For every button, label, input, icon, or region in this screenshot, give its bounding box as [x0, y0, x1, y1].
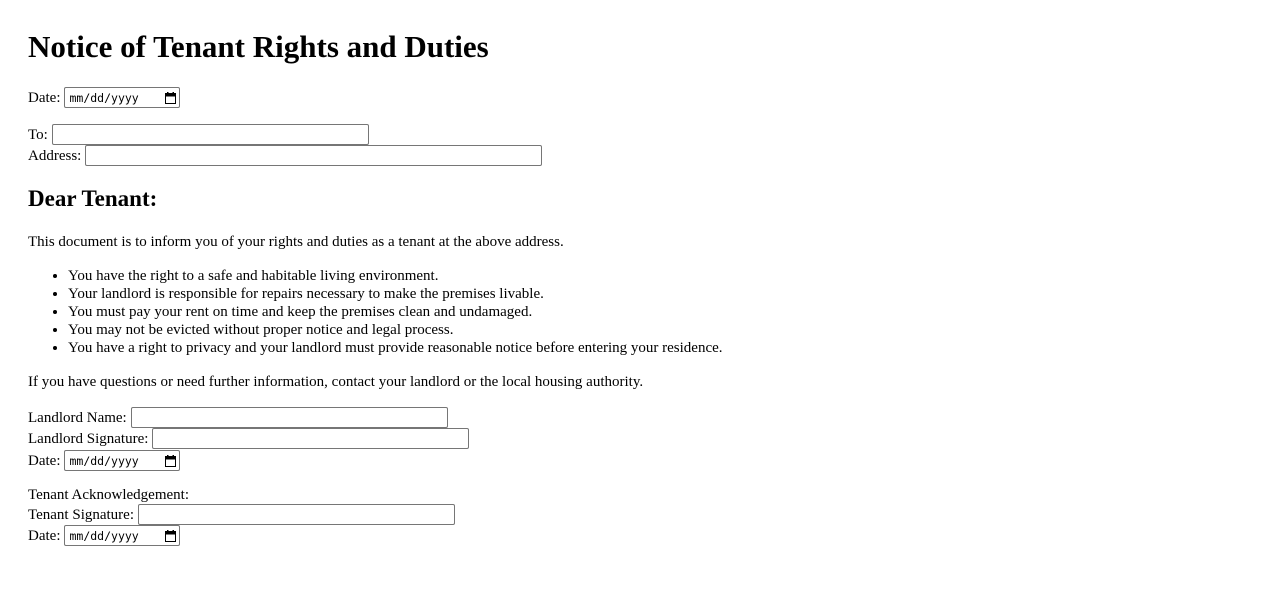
landlord-date-row: [28, 450, 180, 471]
rights-list: [28, 267, 723, 357]
list-item: • You must pay your rent on time and keep the premises clean and undamaged.: [68, 303, 723, 321]
header-date-label: Date:: [28, 89, 61, 106]
address-field[interactable]: [85, 145, 542, 166]
list-item: • You have the right to a safe and habitable living environment.: [68, 267, 723, 285]
calendar-icon[interactable]: [165, 530, 176, 542]
header-date-placeholder: mm/dd/yyyy: [69, 90, 139, 105]
landlord-date-label: Date:: [28, 452, 61, 469]
header-date-input[interactable]: [64, 87, 180, 108]
calendar-icon[interactable]: [165, 92, 176, 104]
closing-paragraph: If you have questions or need further information, contact your landlord or the local housing authority.: [28, 374, 644, 390]
page-title: Notice of Tenant Rights and Duties: [28, 29, 489, 64]
list-item: • You have a right to privacy and your landlord must provide reasonable notice before entering your residence.: [68, 339, 723, 357]
tenant-date-label: Date:: [28, 527, 61, 544]
tenant-acknowledgement-label: Tenant Acknowledgement:: [28, 487, 189, 503]
tenant-date-input[interactable]: [64, 525, 180, 546]
landlord-signature-field[interactable]: [152, 428, 469, 449]
list-item: • You may not be evicted without proper notice and legal process.: [68, 321, 723, 339]
salutation: Dear Tenant:: [28, 186, 158, 211]
landlord-signature-row: [28, 428, 469, 449]
landlord-name-row: [28, 407, 448, 428]
address-label: Address:: [28, 147, 82, 164]
to-label: To:: [28, 126, 48, 143]
landlord-date-input[interactable]: [64, 450, 180, 471]
address-row: [28, 145, 542, 166]
tenant-signature-field[interactable]: [138, 504, 455, 525]
header-date-row: [28, 87, 180, 108]
tenant-signature-label: Tenant Signature:: [28, 506, 135, 523]
landlord-name-field[interactable]: [131, 407, 448, 428]
intro-paragraph: This document is to inform you of your rights and duties as a tenant at the above address.: [28, 234, 564, 250]
to-row: [28, 124, 369, 145]
tenant-date-row: [28, 525, 180, 546]
landlord-date-placeholder: mm/dd/yyyy: [69, 453, 139, 468]
tenant-signature-row: [28, 504, 455, 525]
to-field[interactable]: [52, 124, 369, 145]
landlord-signature-label: Landlord Signature:: [28, 430, 149, 447]
calendar-icon[interactable]: [165, 455, 176, 467]
list-item: • Your landlord is responsible for repairs necessary to make the premises livable.: [68, 285, 723, 303]
landlord-name-label: Landlord Name:: [28, 409, 127, 426]
tenant-date-placeholder: mm/dd/yyyy: [69, 528, 139, 543]
